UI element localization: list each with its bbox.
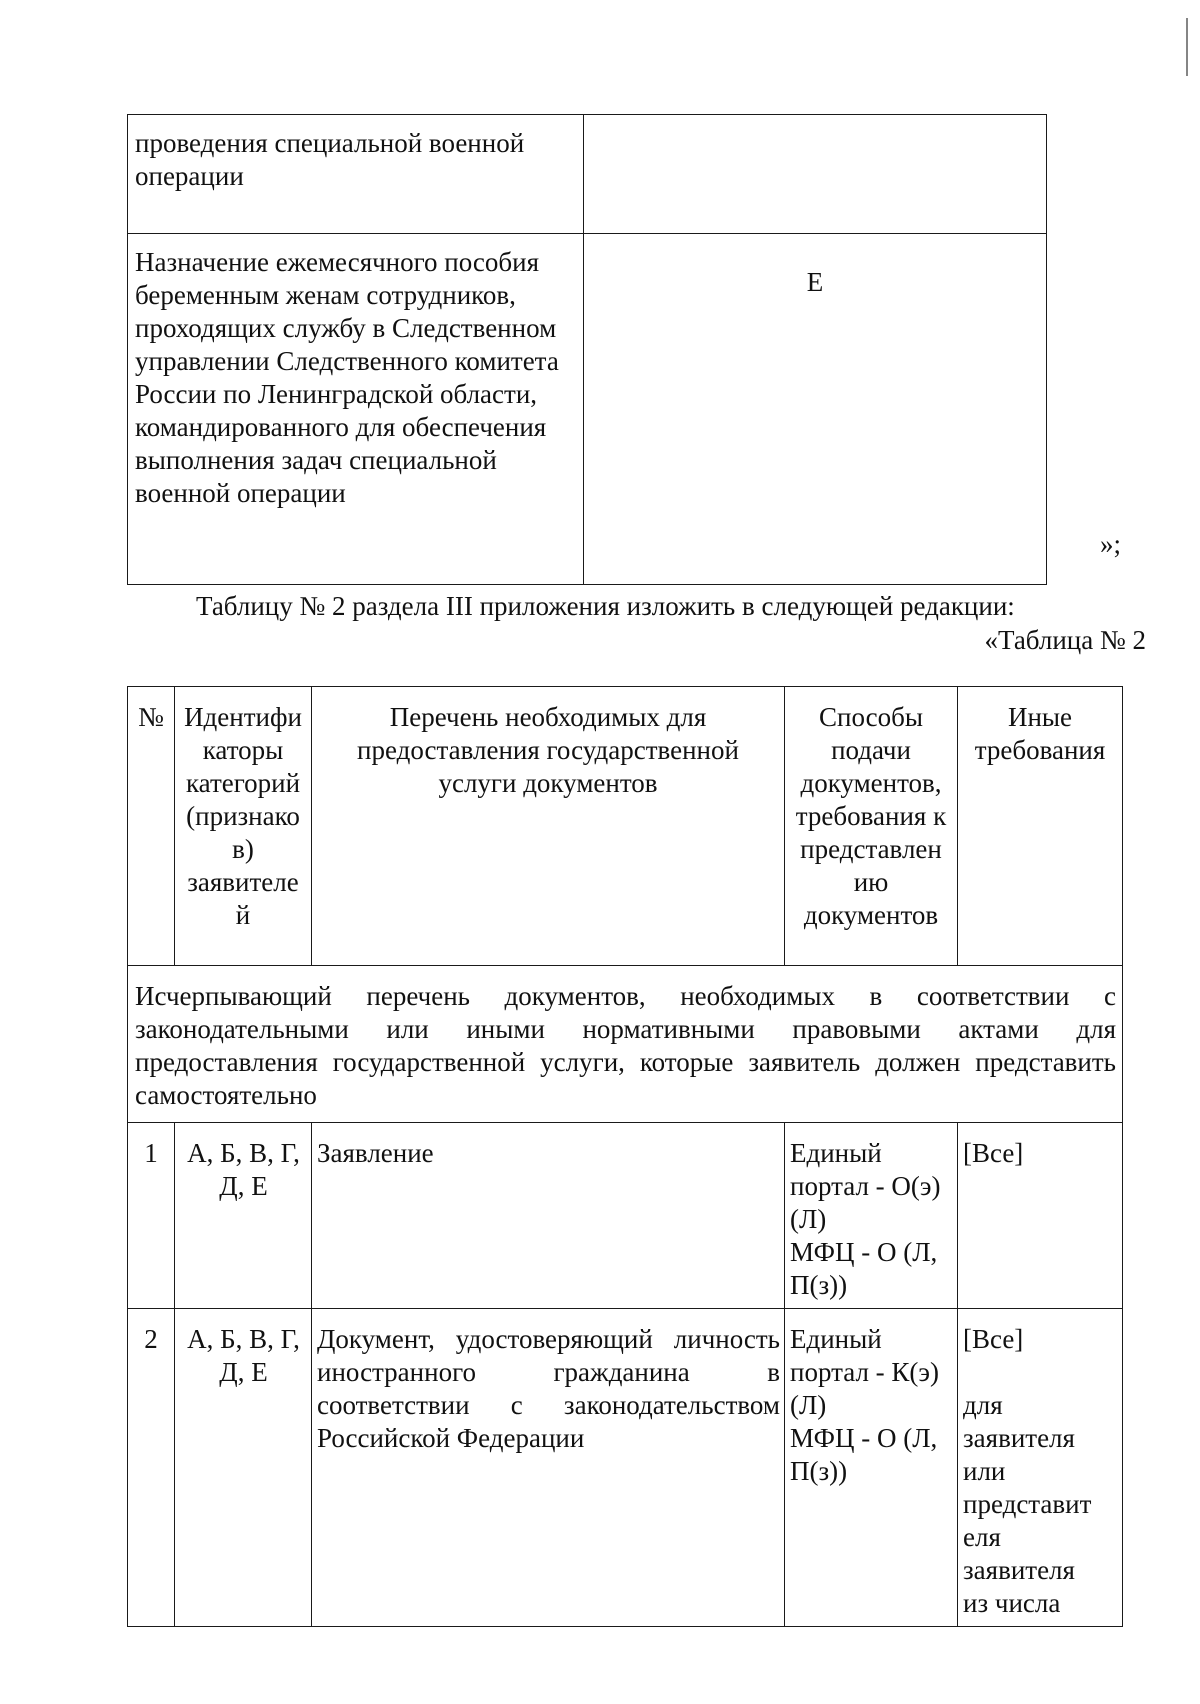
category-code-cell [584,115,1047,234]
table-row [128,234,1047,585]
document-name: Документ, удостоверяющий личность иностранного гражданина в соответствии с законодательством Российской Федерации [312,1309,785,1627]
section-title: Исчерпывающий перечень документов, необходимых в соответствии с законодательными или иными нормативными правовыми актами для предоставления государственной услуги, которые заявитель должен представить самостоятельно [128,966,1123,1123]
column-header-identifiers: Идентифи каторы категорий (признако в) заявителе й [175,687,312,966]
applicant-category-ids: А, Б, В, Г, Д, Е [175,1309,312,1627]
table-2-caption: «Таблица № 2 [984,625,1146,655]
table-row [128,115,1047,234]
service-description-cell: проведения специальной военной операции [128,115,584,234]
column-header-methods: Способы подачи документов, требования к представлен ию документов [785,687,958,966]
table-header-row [128,687,1123,966]
column-header-other-requirements: Иные требования [958,687,1123,966]
column-header-documents: Перечень необходимых для предоставления государственной услуги документов [312,687,785,966]
category-code-cell: Е [584,234,1047,585]
submission-methods: Единый портал - О(э) (Л) МФЦ - О (Л, П(з)) [785,1123,958,1309]
row-number: 2 [128,1309,175,1627]
other-requirements: [Все] [958,1123,1123,1309]
table-row [128,1309,1123,1627]
row-number: 1 [128,1123,175,1309]
scan-edge-mark [1186,18,1188,76]
column-header-number: № [128,687,175,966]
other-requirements: [Все] для заявителя или представит еля заявителя из числа [958,1309,1123,1627]
section-row [128,966,1123,1123]
submission-methods: Единый портал - К(э) (Л) МФЦ - О (Л, П(з)) [785,1309,958,1627]
applicant-category-ids: А, Б, В, Г, Д, Е [175,1123,312,1309]
amendment-instruction: Таблицу № 2 раздела III приложения изложить в следующей редакции: [196,591,1015,621]
table-row [128,1123,1123,1309]
table-2 [127,686,1123,1627]
table-1-continuation [127,114,1047,585]
service-description-cell: Назначение ежемесячного пособия беременным женам сотрудников, проходящих службу в Следственном управлении Следственного комитета России по Ленинградской области, командированного для обеспечения выполнения задач специальной военной операции [128,234,584,585]
closing-quote: »; [1100,529,1122,559]
document-name: Заявление [312,1123,785,1309]
